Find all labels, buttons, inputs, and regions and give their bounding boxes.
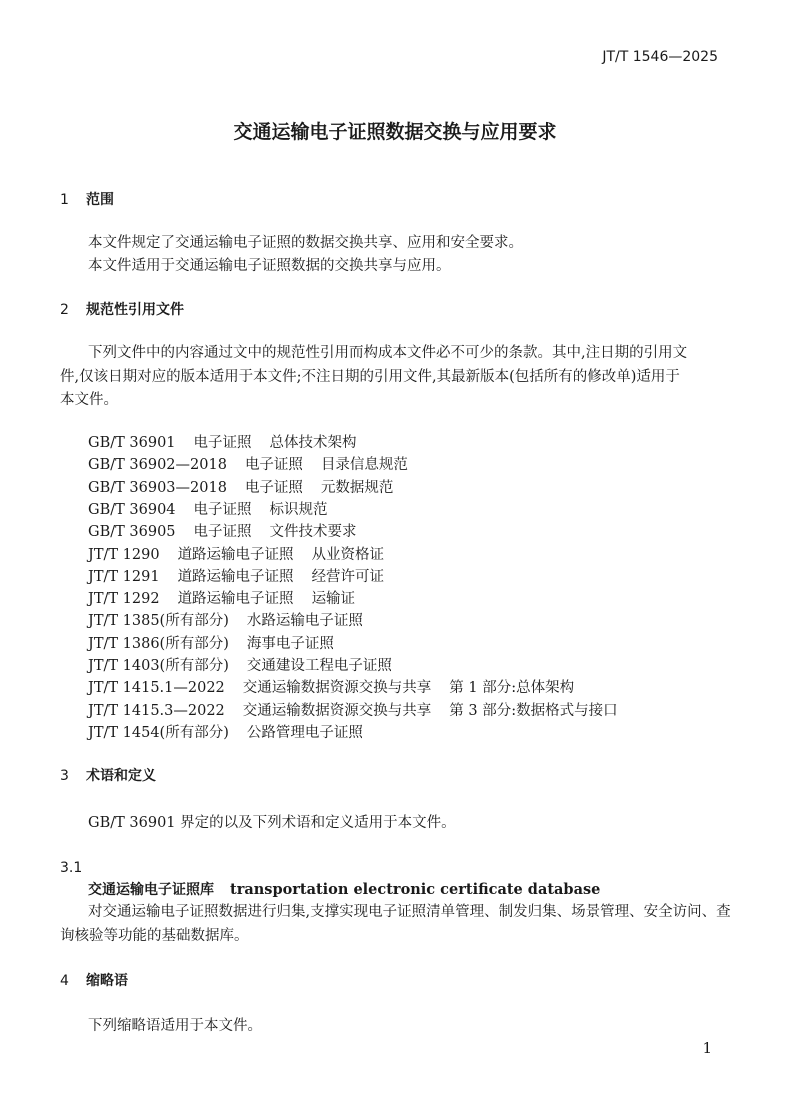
section-title: 规范性引用文件 <box>86 302 184 318</box>
reference-code: JT/T 1403(所有部分) <box>88 658 229 674</box>
reference-subtitle: 元数据规范 <box>320 479 394 496</box>
reference-title: 海事电子证照 <box>246 635 334 652</box>
section-3-heading <box>60 766 156 786</box>
section-number: 4 <box>60 973 69 989</box>
reference-code: JT/T 1291 <box>88 568 160 585</box>
reference-subtitle: 经营许可证 <box>311 568 385 585</box>
paragraph-line: 下列文件中的内容通过文中的规范性引用而构成本文件必不可少的条款。其中,注日期的引用文 <box>88 345 688 361</box>
reference-item <box>88 611 381 631</box>
section-title: 缩略语 <box>86 973 128 989</box>
reference-code: GB/T 36903—2018 <box>88 479 227 496</box>
reference-item <box>88 500 328 520</box>
section-title: 范围 <box>86 192 114 208</box>
reference-code: JT/T 1292 <box>88 591 160 608</box>
reference-title: 交通运输数据资源交换与共享 <box>242 702 432 719</box>
reference-title: 交通建设工程电子证照 <box>246 658 392 674</box>
reference-title: 电子证照 <box>244 457 303 474</box>
paragraph-line: 询核验等功能的基础数据库。 <box>60 928 249 944</box>
reference-code: JT/T 1415.1—2022 <box>88 680 225 697</box>
standard-number: JT/T 1546—2025 <box>602 49 718 65</box>
reference-subtitle: 运输证 <box>311 591 356 608</box>
reference-title: 公路管理电子证照 <box>246 724 363 741</box>
reference-title: 道路运输电子证照 <box>177 591 294 608</box>
paragraph-line: 本文件。 <box>60 392 118 408</box>
reference-item <box>88 545 384 565</box>
paragraph-line: 下列缩略语适用于本文件。 <box>88 1018 262 1034</box>
reference-item <box>88 723 381 743</box>
reference-title: 交通运输数据资源交换与共享 <box>242 680 432 697</box>
reference-code: GB/T 36905 <box>88 524 176 541</box>
reference-item <box>88 701 618 721</box>
section-4-heading <box>60 971 128 991</box>
section-number: 1 <box>60 192 69 208</box>
reference-title: 电子证照 <box>193 501 252 518</box>
reference-code: GB/T 36902—2018 <box>88 457 227 474</box>
reference-title: 道路运输电子证照 <box>177 546 294 563</box>
paragraph-line: 对交通运输电子证照数据进行归集,支撑实现电子证照清单管理、制发归集、场景管理、安全访问、查 <box>88 904 731 920</box>
reference-code: JT/T 1290 <box>88 546 160 563</box>
section-number: 3 <box>60 768 69 784</box>
section-1-heading <box>60 190 114 210</box>
reference-subtitle: 从业资格证 <box>311 546 385 563</box>
paragraph-line: GB/T 36901 界定的以及下列术语和定义适用于本文件。 <box>88 815 456 831</box>
reference-code: JT/T 1386(所有部分) <box>88 635 229 652</box>
reference-item <box>88 567 384 587</box>
reference-title: 电子证照 <box>193 524 252 541</box>
paragraph-line: 件,仅该日期对应的版本适用于本文件;不注日期的引用文件,其最新版本(包括所有的修改单)适用于 <box>60 369 680 385</box>
reference-code: GB/T 36904 <box>88 501 176 518</box>
term-entry <box>88 880 600 900</box>
reference-title: 电子证照 <box>193 435 252 451</box>
reference-code: GB/T 36901 <box>88 435 176 451</box>
reference-item <box>88 634 352 654</box>
reference-subtitle: 目录信息规范 <box>320 457 408 474</box>
reference-item <box>88 478 393 498</box>
reference-item <box>88 678 574 698</box>
reference-item <box>88 589 355 609</box>
document-title: 交通运输电子证照数据交换与应用要求 <box>233 121 557 143</box>
reference-item <box>88 433 357 453</box>
section-number: 2 <box>60 302 69 318</box>
term-zh: 交通运输电子证照库 <box>88 882 214 898</box>
reference-subtitle: 标识规范 <box>269 501 328 518</box>
reference-subtitle: 第 3 部分:数据格式与接口 <box>449 702 618 719</box>
reference-title: 电子证照 <box>244 479 303 496</box>
reference-item <box>88 522 357 542</box>
page-number: 1 <box>702 1039 712 1057</box>
term-en: transportation electronic certificate database <box>230 881 601 898</box>
reference-item <box>88 455 408 475</box>
reference-code: JT/T 1385(所有部分) <box>88 613 229 630</box>
reference-subtitle: 总体技术架构 <box>269 435 357 451</box>
reference-title: 水路运输电子证照 <box>246 613 363 630</box>
section-2-heading <box>60 300 184 320</box>
reference-subtitle: 文件技术要求 <box>269 524 357 541</box>
reference-title: 道路运输电子证照 <box>177 568 294 585</box>
reference-subtitle: 第 1 部分:总体架构 <box>449 680 575 697</box>
section-title: 术语和定义 <box>86 768 156 784</box>
paragraph-line: 本文件适用于交通运输电子证照数据的交换共享与应用。 <box>88 258 451 274</box>
term-number: 3.1 <box>60 860 83 876</box>
reference-code: JT/T 1454(所有部分) <box>88 724 229 741</box>
reference-item <box>88 656 410 676</box>
reference-code: JT/T 1415.3—2022 <box>88 702 225 719</box>
paragraph-line: 本文件规定了交通运输电子证照的数据交换共享、应用和安全要求。 <box>88 235 523 251</box>
